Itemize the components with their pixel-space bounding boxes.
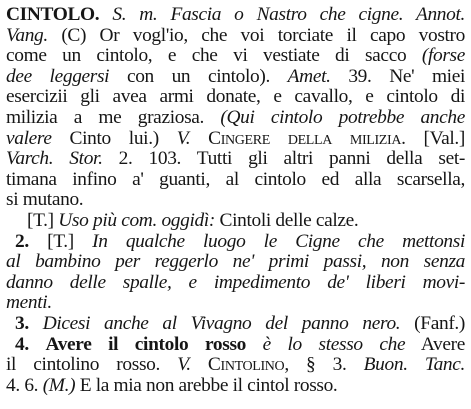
line-4: dee leggersi con un cintolo). Amet. 39. Ne' miei [6, 66, 465, 87]
line-18: il cintolino rosso. V. Cintolino, § 3. Buon. Tanc. [6, 355, 465, 376]
cross-reference: Cingere della milizia. [208, 128, 406, 149]
line-12: 2. [T.] In qualche luogo le Cigne che mettonsi [15, 231, 465, 252]
line-6: milizia a me graziosa. (Qui cintolo potrebbe anche [6, 107, 465, 128]
line-13: al bambino per reggerlo ne' primi passi, non senza [6, 252, 465, 273]
line-7: valere Cinto lui.) V. Cingere della milizia. [Val.] [6, 128, 465, 149]
line-1: CINTOLO. S. m. Fascia o Nastro che cigne. Annot. [6, 5, 465, 25]
line-16: 3. Dicesi anche al Vivagno del panno nero. (Fanf.) [15, 313, 465, 334]
line-5: esercizii gli avea armi donate, e cavallo, e cintolo di [6, 87, 465, 108]
line-17: 4. Avere il cintolo rosso è lo stesso che Avere [15, 334, 465, 355]
cross-reference: Cintolino, [207, 355, 289, 376]
line-11: [T.] Uso più com. oggidì: Cintoli delle calze. [27, 210, 359, 231]
line-2: Vang. (C) Or vogl'io, che voi torciate il capo vostro [6, 25, 465, 46]
line-19: 4. 6. (M.) E la mia non arebbe il cintol rosso. [6, 375, 338, 396]
line-10: si mutano. [6, 190, 84, 211]
line-14: danno delle spalle, e impedimento de' liberi movi- [6, 272, 465, 293]
headword: CINTOLO. [6, 5, 100, 25]
line-8: Varch. Stor. 2. 103. Tutti gli altri panni della set- [6, 149, 465, 170]
line-3: come un cintolo, e che vi vestiate di sacco (forse [6, 46, 465, 67]
line-15: menti. [6, 293, 52, 314]
line-9: timana infino a' guanti, al cintolo ed alla scarsella, [6, 169, 465, 190]
